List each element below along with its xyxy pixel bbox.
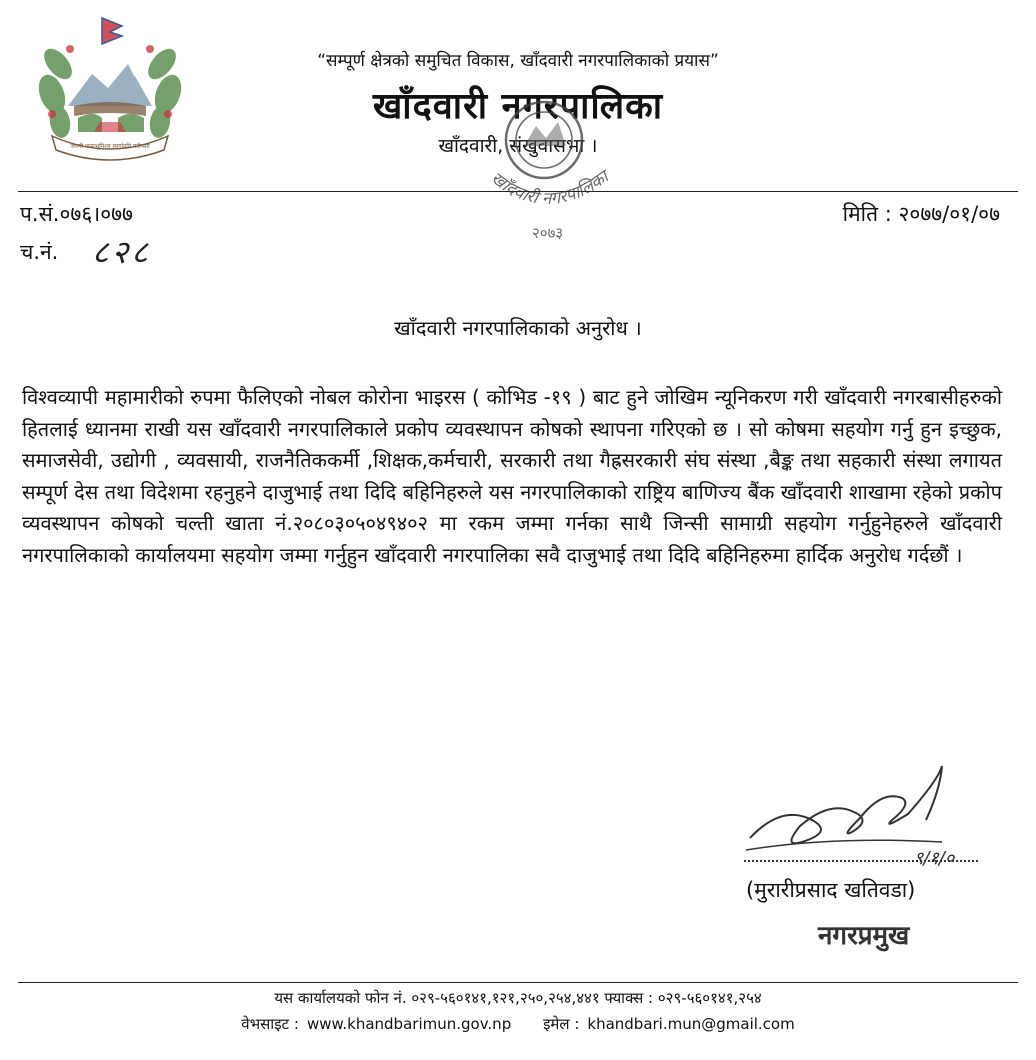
letter-body: विश्वव्यापी महामारीको रुपमा फैलिएको नोबल कोरोना भाइरस ( कोभिड -१९ ) बाट हुने जोखिम न्यूनिकरण गरी खाँदवारी नगरबासीहरुको हितलाई ध्यानमा राखी यस खाँदवारी नगरपालिकाले प्रकोप व्यवस्थापन कोषको स्थापना गरिएको छ । सो कोषमा सहयोग गर्नु हुन इच्छुक, समाजसेवी, उद्योगी , व्यवसायी, राजनैतिककर्मी ,शिक्षक,कर्मचारी, सरकारी तथा गैह्रसरकारी संघ संस्था ,बैङ्क तथा सहकारी संस्था लगायत सम्पूर्ण देस तथा विदेशमा रहनुहने दाजुभाई तथा दिदि बहिनिहरुले यस नगरपालिकाको राष्ट्रिय बाणिज्य बैंक खाँदवारी शाखामा रहेको प्रकोप व्यवस्थापन कोषको चल्ती खाता नं.२०८०३०५०४९४०२ मा रकम जम्मा गर्नका साथै जिन्सी सामाग्री सहयोग गर्नुहुनेहरुले खाँदवारी नगरपालिकाको कार्यालयमा सहयोग जम्मा गर्नुहुन खाँदवारी नगरपालिका सवै दाजुभाई तथा दिदि बहिनिहरुमा हार्दिक अनुरोध गर्दछौं । <box>22 385 1002 567</box>
dispatch-number-label: च.नं. <box>20 240 59 264</box>
office-stamp <box>470 96 660 246</box>
footer-contact: यस कार्यालयको फोन नं. ०२९-५६०१४१,१२१,२५०,२५४,४४१ फ्याक्स : ०२९-५६०१४१,२५४ <box>274 989 762 1007</box>
stamp-year: २०७३ <box>532 224 564 242</box>
document-date: मिति : २०७७/०१/०७ <box>842 202 1000 226</box>
footer-web-email <box>0 1014 1036 1034</box>
svg-text:खाँदवारी नगरपालिका <box>487 165 615 209</box>
signatory-title: नगरप्रमुख <box>818 921 910 951</box>
header-slogan: “सम्पूर्ण क्षेत्रको समुचित विकास, खाँदवारी नगरपालिकाको प्रयास” <box>317 51 719 71</box>
email-label: इमेल : <box>543 1015 580 1033</box>
handwritten-signature <box>742 760 982 870</box>
email-link[interactable]: khandbari.mun@gmail.com <box>587 1015 795 1033</box>
stamp-text: खाँदवारी नगरपालिका <box>486 167 613 210</box>
emblem-caption: जननी जन्मभूमिश्च स्वर्गादपि गरीयसी <box>70 143 150 150</box>
signature-date: ९/१/० <box>914 848 955 869</box>
signatory-name: (मुरारीप्रसाद खतिवडा) <box>746 878 916 902</box>
header-address: खाँदवारी, संखुवासभा । <box>438 135 598 157</box>
website-link[interactable]: www.khandbarimun.gov.np <box>306 1015 512 1033</box>
signature-line <box>744 860 978 862</box>
website-label: वेभसाइट : <box>241 1015 299 1033</box>
footer-divider <box>18 982 1018 983</box>
letter-subject: खाँदवारी नगरपालिकाको अनुरोध । <box>394 316 642 340</box>
header-divider <box>18 191 1018 192</box>
dispatch-number-handwritten: ८२८ <box>92 233 151 271</box>
page-title: खाँदवारी नगरपालिका <box>372 86 664 127</box>
reference-number: प.सं.०७६।०७७ <box>20 202 133 226</box>
